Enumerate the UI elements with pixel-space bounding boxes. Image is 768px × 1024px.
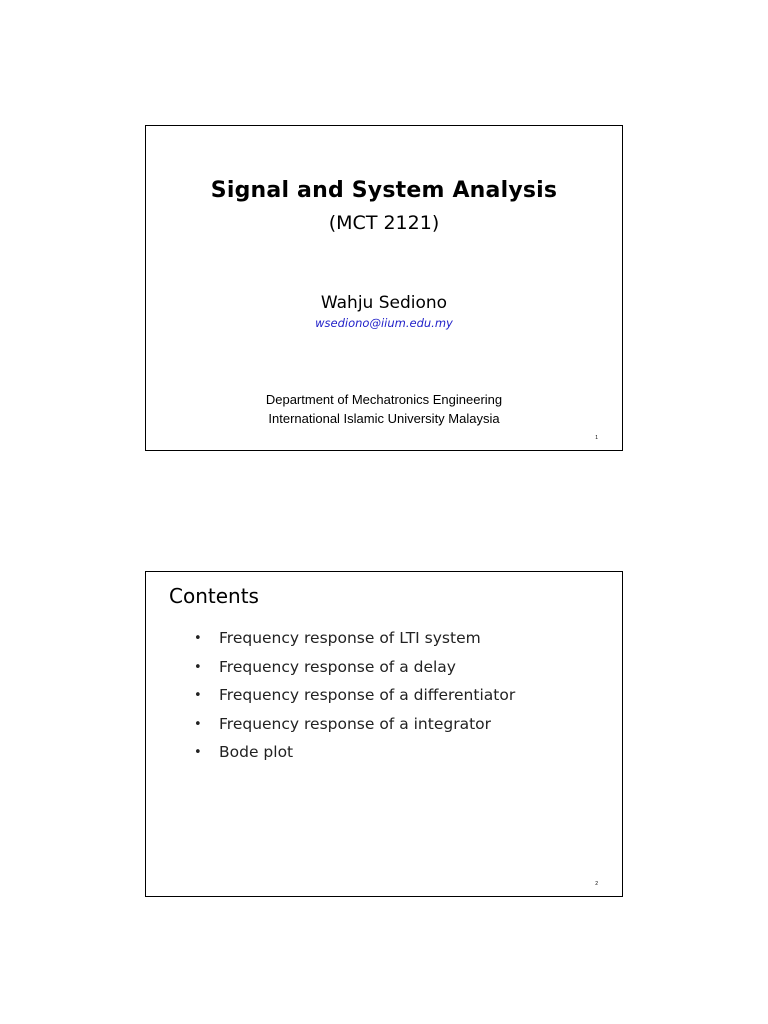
contents-list [194,629,515,772]
bullet-icon: • [194,631,202,646]
slide-title: Signal and System Analysis [210,178,558,203]
list-item [194,686,515,715]
author-email-link[interactable]: wsediono@iium.edu.my [315,316,453,330]
bullet-icon: • [194,745,202,760]
list-item [194,658,515,687]
department-name: Department of Mechatronics Engineering [265,392,503,407]
bullet-icon: • [194,716,202,732]
list-item-label: Bode plot [219,743,294,761]
list-item [194,743,515,772]
list-item-label: Frequency response of a differentiator [219,686,516,704]
course-code: (MCT 2121) [328,212,440,234]
bullet-icon: • [194,659,202,675]
slide-2 [145,571,623,897]
slide-1 [145,125,623,451]
contents-heading: Contents [169,584,259,608]
page-number: 2 [595,881,598,887]
list-item [194,629,515,658]
page-number: 1 [595,435,598,441]
list-item-label: Frequency response of LTI system [219,629,481,647]
list-item [194,715,515,744]
bullet-icon: • [194,688,202,703]
list-item-label: Frequency response of a delay [219,657,456,676]
list-item-label: Frequency response of a integrator [219,714,492,733]
university-name: International Islamic University Malaysia [268,411,500,426]
author-name: Wahju Sediono [320,293,448,313]
